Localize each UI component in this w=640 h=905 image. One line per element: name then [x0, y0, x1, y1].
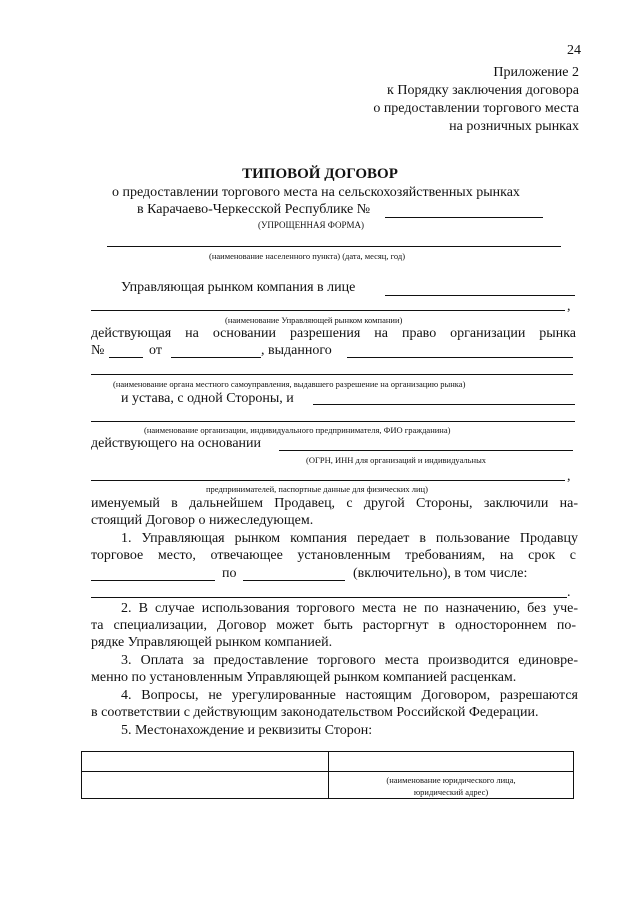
clause-1-line: 1. Управляющая рынком компания передает в пользование Продавцу [121, 531, 578, 546]
clause-1-line: торговое место, отвечающее установленным требованиям, на срок с [91, 548, 576, 563]
requisites-cell [329, 772, 574, 799]
acting-basis: действующего на основании [91, 436, 262, 451]
clause-2-line: та специализации, Договор может быть расторгнут в одностороннем по- [91, 618, 576, 633]
hint-place-date: (наименование населенного пункта) (дата, месяц, год) [209, 251, 406, 261]
representative-line [385, 295, 575, 296]
contract-number-line [385, 217, 543, 218]
requisites-line [91, 480, 565, 481]
appendix-line: о предоставлении торгового места [373, 101, 579, 116]
hint-authority: (наименование органа местного самоуправления, выдавшего разрешение на организацию рынка) [113, 379, 466, 389]
comma: , [567, 299, 571, 314]
hint-ogrn: (ОГРН, ИНН для организаций и индивидуальных [306, 455, 487, 465]
term-to-label: по [222, 566, 237, 581]
clause-2-line: 2. В случае использования торгового места не по назначению, без уче- [121, 601, 578, 616]
subtitle-number: в Карачаево-Черкесской Республике № [137, 202, 371, 217]
hint-org: (наименование организации, индивидуального предпринимателя, ФИО гражданина) [144, 425, 451, 435]
appendix-line: к Порядку заключения договора [387, 83, 579, 98]
basis-line [279, 450, 573, 451]
requisites-cell [82, 772, 329, 799]
permit-date-line [171, 357, 261, 358]
hint-passport: предпринимателей, паспортные данные для физических лиц) [206, 484, 428, 494]
comma: , [567, 469, 571, 484]
hint-company: (наименование Управляющей рынком компании) [225, 315, 403, 325]
subtitle: о предоставлении торгового места на сельскохозяйственных рынках [112, 185, 520, 200]
permit-issued-label: , выданного [261, 343, 332, 358]
clause-5: 5. Местонахождение и реквизиты Сторон: [121, 723, 373, 738]
seller-line-2 [91, 421, 575, 422]
document-title: ТИПОВОЙ ДОГОВОР [242, 166, 398, 182]
page-number: 24 [567, 43, 581, 58]
term-tail: (включительно), в том числе: [353, 566, 528, 581]
clause-4-line: 4. Вопросы, не урегулированные настоящим Договором, разрешаются [121, 688, 578, 703]
company-name-line [91, 310, 565, 311]
requisites-table [81, 751, 574, 799]
seller-intro [91, 495, 578, 529]
appendix-line: на розничных рынках [449, 119, 579, 134]
place-date-line [107, 246, 561, 247]
clause-4-line: в соответствии с действующим законодательством Российской Федерации. [91, 705, 539, 720]
requisites-cell [329, 752, 574, 772]
seller-line-1 [313, 404, 575, 405]
requisites-hint: юридический адрес) [413, 787, 489, 797]
requisites-hint: (наименование юридического лица, [386, 775, 516, 785]
charter-text: и устава, с одной Стороны, и [121, 391, 294, 406]
term-end-line [243, 580, 345, 581]
clause-3-line: 3. Оплата за предоставление торгового места производится единовре- [121, 653, 578, 668]
seller-intro-line: стоящий Договор о нижеследующем. [91, 513, 314, 528]
appendix-block [373, 64, 579, 136]
acting-permit: действующая на основании разрешения на право организации рынка [91, 326, 576, 341]
requisites-cell [82, 752, 329, 772]
permit-issuer-line [347, 357, 573, 358]
permit-no-label: № [91, 343, 105, 358]
company-intro: Управляющая рынком компания в лице [121, 280, 356, 295]
clause-2-line: рядке Управляющей рынком компанией. [91, 635, 333, 650]
term-start-line [91, 580, 215, 581]
authority-line [91, 374, 573, 375]
form-type: (УПРОЩЕННАЯ ФОРМА) [258, 220, 365, 230]
permit-from-label: от [149, 343, 162, 358]
seller-intro-line: именуемый в дальнейшем Продавец, с другой Стороны, заключили на- [91, 496, 578, 511]
including-line [91, 597, 567, 598]
appendix-line: Приложение 2 [493, 65, 579, 80]
clause-3-line: менно по установленным Управляющей рынком компанией расценкам. [91, 670, 517, 685]
permit-number-line [109, 357, 143, 358]
period: . [567, 585, 571, 600]
